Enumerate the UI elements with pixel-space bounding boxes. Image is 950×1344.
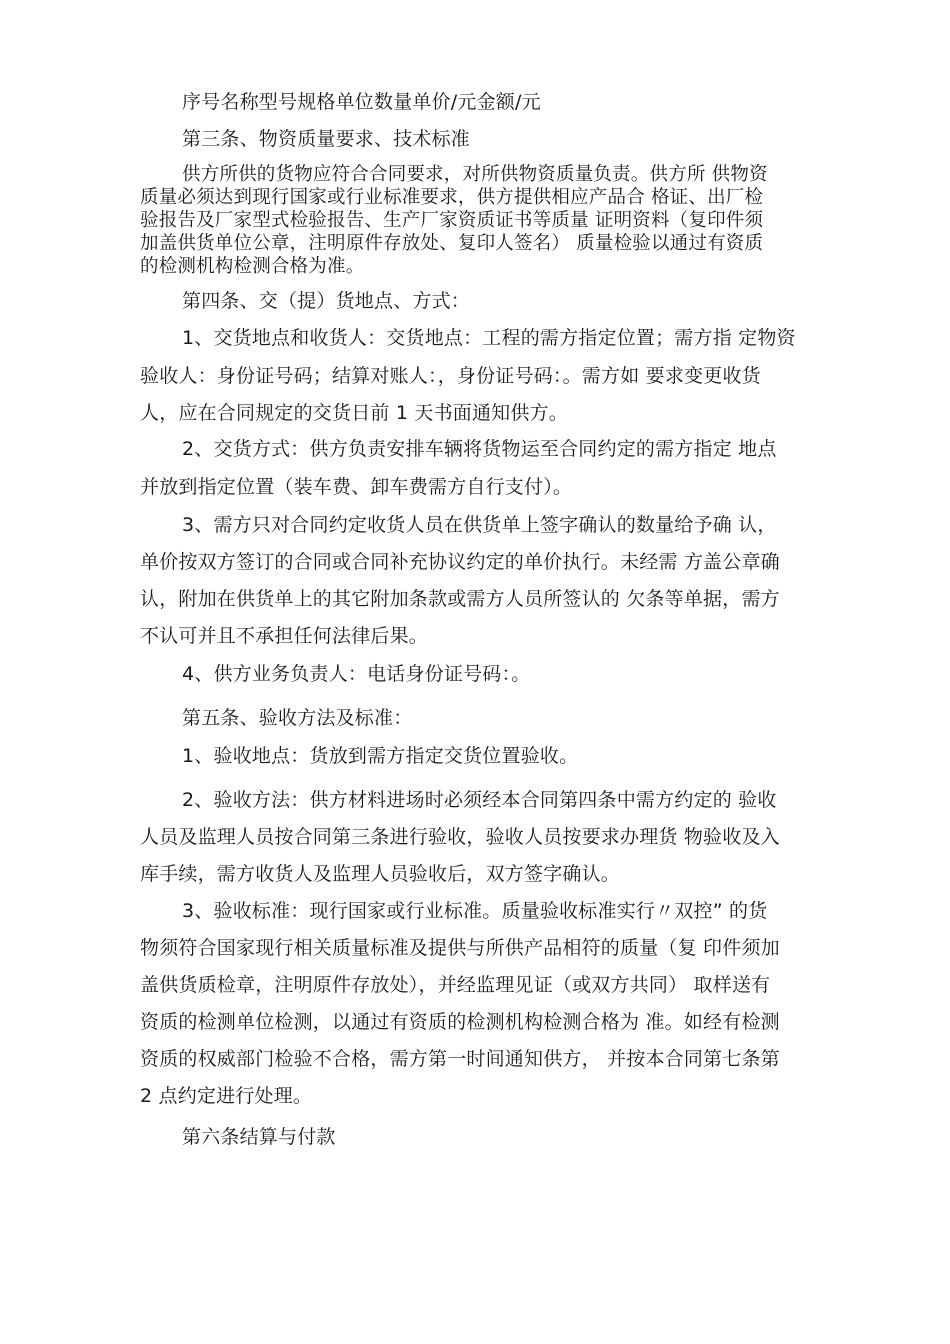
article-5-item-3-line: 盖供货质检章，注明原件存放处），并经监理见证（或双方共同） 取样送有 [140, 974, 771, 996]
article-5-item-3-line: 物须符合国家现行相关质量标准及提供与所供产品相符的质量（复 印件须加 [140, 937, 780, 959]
article-4-item-3-line: 单价按双方签订的合同或合同补充协议约定的单价执行。未经需 方盖公章确 [140, 551, 780, 573]
article-4-item-1-line: 1、交货地点和收货人：交货地点：工程的需方指定位置；需方指 定物资 [182, 327, 796, 349]
article-3-heading: 第三条、物资质量要求、技术标准 [182, 128, 471, 150]
article-3-text-line: 的检测机构检测合格为准。 [140, 256, 365, 277]
article-4-item-3-line: 认，附加在供货单上的其它附加条款或需方人员所签认的 欠条等单据，需方 [140, 588, 780, 610]
article-5-item-3-line: 3、验收标准：现行国家或行业标准。质量验收标准实行〃双控” 的货 [182, 900, 768, 922]
article-5-item-2-line: 库手续，需方收货人及监理人员验收后，双方签字确认。 [140, 863, 621, 885]
article-4-item-2-line: 并放到指定位置（装车费、卸车费需方自行支付）。 [140, 476, 573, 498]
table-header-line: 序号名称型号规格单位数量单价/元金额/元 [182, 91, 541, 113]
article-5-heading: 第五条、验收方法及标准： [182, 707, 413, 729]
article-4-item-1-line: 人，应在合同规定的交货日前 1 天书面通知供方。 [140, 402, 568, 424]
article-3-text-line: 供方所供的货物应符合合同要求，对所供物资质量负责。供方所 供物资 [182, 164, 768, 185]
article-5-item-2-line: 2、验收方法：供方材料进场时必须经本合同第四条中需方约定的 验收 [182, 789, 777, 811]
article-5-item-3-line: 资质的检测单位检测，以通过有资质的检测机构检测合格为 准。如经有检测 [140, 1011, 780, 1033]
article-3-text-line: 质量必须达到现行国家或行业标准要求，供方提供相应产品合 格证、出厂检 [140, 187, 764, 208]
article-3-text-line: 加盖供货单位公章，注明原件存放处、复印人签名） 质量检验以通过有资质 [140, 233, 764, 254]
article-4-heading: 第四条、交（提）货地点、方式： [182, 290, 471, 312]
article-4-item-3-line: 3、需方只对合同约定收货人员在供货单上签字确认的数量给予确 认， [182, 514, 777, 536]
article-5-item-3-line: 资质的权威部门检验不合格，需方第一时间通知供方， 并按本合同第七条第 [140, 1048, 780, 1070]
article-4-item-4-line: 4、供方业务负责人：电话身份证号码：。 [182, 663, 531, 685]
article-6-heading: 第六条结算与付款 [182, 1126, 336, 1148]
article-3-text-line: 验报告及厂家型式检验报告、生产厂家资质证书等质量 证明资料（复印件须 [140, 210, 764, 231]
article-4-item-3-line: 不认可并且不承担任何法律后果。 [140, 625, 429, 647]
article-5-item-1-line: 1、验收地点：货放到需方指定交货位置验收。 [182, 745, 579, 767]
article-4-item-2-line: 2、交货方式：供方负责安排车辆将货物运至合同约定的需方指定 地点 [182, 438, 777, 460]
article-5-item-2-line: 人员及监理人员按合同第三条进行验收，验收人员按要求办理货 物验收及入 [140, 826, 780, 848]
article-4-item-1-line: 验收人：身份证号码；结算对账人：，身份证号码：。需方如 要求变更收货 [140, 365, 761, 387]
article-5-item-3-line: 2 点约定进行处理。 [140, 1085, 313, 1107]
